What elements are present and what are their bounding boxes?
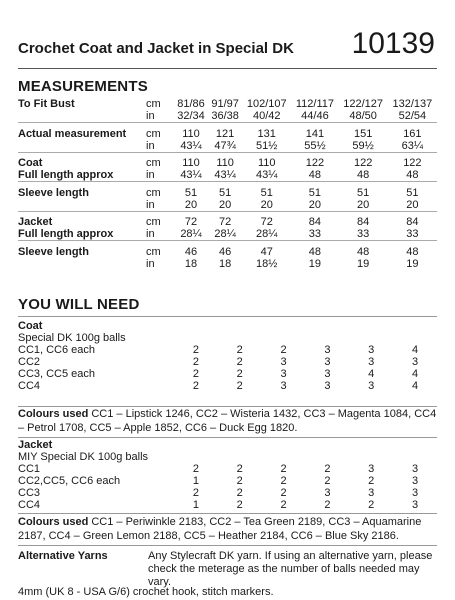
jacket-yarn-balls: 3 [412, 499, 419, 511]
coat-yarn-balls: 3 [368, 356, 375, 368]
measurement-row [18, 187, 437, 199]
measurement-cm-value: 51 [308, 186, 322, 199]
jacket-yarn-balls: 2 [192, 463, 199, 475]
unit-in: in [146, 140, 174, 153]
coat-yarn-balls: 3 [280, 368, 287, 380]
measurement-row [18, 157, 437, 169]
coat-yarn-balls: 3 [412, 356, 419, 368]
measurement-cm-value: 122/127 [343, 98, 384, 110]
jacket-yarn-row [18, 487, 437, 499]
coat-yarn-balls: 2 [236, 356, 243, 368]
jacket-yarn-table [18, 439, 437, 511]
jacket-yarn-balls: 2 [368, 499, 375, 511]
measurement-label-2 [18, 140, 146, 153]
unit-cm: cm [146, 157, 161, 169]
measurement-in-value: 59½ [339, 140, 388, 153]
coat-yarn-row [18, 368, 437, 380]
measurement-cm-value: 110 [257, 157, 276, 169]
jacket-colours-divider [18, 545, 437, 546]
coat-yarn-balls: 3 [368, 380, 375, 392]
jacket-subtitle: MIY Special DK 100g balls [18, 451, 149, 463]
alternative-yarns-text: Any Stylecraft DK yarn. If using an alternative yarn, please check the meterage as the number of balls needed may vary. [148, 550, 433, 588]
coat-colours-divider [18, 437, 437, 438]
title-divider [18, 68, 437, 69]
jacket-yarn-balls: 2 [236, 475, 243, 487]
measurement-in-value: 36/38 [208, 110, 242, 123]
measurement-label-2 [18, 258, 146, 270]
alternative-yarns-label: Alternative Yarns [18, 550, 108, 562]
coat-yarn-balls: 4 [368, 368, 375, 380]
jacket-yarn-balls: 3 [368, 487, 375, 499]
jacket-yarn-label: CC1 [18, 463, 41, 475]
measurement-cm-value: 151 [353, 127, 373, 140]
measurement-in-value: 20 [208, 199, 242, 212]
jacket-yarn-balls: 2 [324, 463, 331, 475]
measurement-in-value: 20 [242, 199, 291, 212]
jacket-yarn-balls: 2 [280, 463, 287, 475]
pattern-number: 10139 [351, 27, 435, 60]
jacket-yarn-label: CC4 [18, 499, 41, 511]
coat-yarn-balls: 2 [280, 344, 287, 356]
measurement-cm-value: 47 [260, 245, 273, 258]
measurement-label-2 [18, 110, 146, 123]
jacket-colours-used [18, 515, 437, 543]
measurement-cm-value: 112/117 [295, 98, 334, 110]
jacket-yarn-row [18, 463, 437, 475]
measurement-cm-value: 51 [357, 186, 370, 199]
coat-yarn-balls: 4 [412, 368, 419, 380]
coat-yarn-balls: 2 [236, 368, 243, 380]
measurement-cm-value: 48 [357, 245, 370, 258]
measurement-in-value: 43¼ [208, 169, 242, 182]
measurement-cm-value: 48 [308, 245, 322, 258]
measurement-cm-value: 81/86 [177, 98, 205, 110]
jacket-yarn-balls: 1 [192, 499, 199, 511]
measurement-cm-value: 122 [353, 157, 373, 169]
measurement-label: Sleeve length [18, 186, 89, 199]
unit-in: in [146, 228, 174, 241]
ywn-divider [18, 316, 437, 317]
measurement-cm-value: 84 [406, 216, 419, 228]
coat-yarn-row [18, 344, 437, 356]
measurement-row-in [18, 169, 437, 182]
coat-colours-label: Colours used [18, 408, 89, 420]
jacket-yarn-balls: 1 [192, 475, 199, 487]
measurement-row-in [18, 258, 437, 270]
unit-cm: cm [146, 127, 161, 140]
measurements-table [18, 98, 437, 270]
coat-yarn-row [18, 380, 437, 392]
measurement-in-value: 19 [308, 257, 322, 270]
measurement-in-value: 52/54 [388, 110, 437, 123]
jacket-yarn-balls: 2 [368, 475, 375, 487]
unit-cm: cm [146, 98, 161, 110]
measurement-cm-value: 51 [260, 186, 273, 199]
measurements-heading: MEASUREMENTS [18, 78, 148, 95]
coat-yarn-balls: 3 [324, 380, 331, 392]
measurement-row-in [18, 110, 437, 123]
coat-yarn-label: CC4 [18, 380, 41, 392]
coat-subtitle: Special DK 100g balls [18, 332, 126, 344]
measurement-in-value: 43¼ [174, 169, 208, 182]
coat-yarn-balls: 2 [192, 356, 199, 368]
measurement-in-value: 63¼ [388, 140, 437, 153]
unit-in: in [146, 169, 174, 182]
jacket-yarn-row [18, 499, 437, 511]
measurement-cm-value: 102/107 [246, 98, 287, 110]
measurement-row-in [18, 228, 437, 241]
unit-in: in [146, 257, 155, 270]
measurement-row [18, 98, 437, 110]
coat-yarn-row [18, 356, 437, 368]
measurement-in-value: 28¼ [208, 228, 242, 241]
measurement-cm-value: 84 [308, 216, 322, 228]
measurement-cm-value: 72 [260, 216, 273, 228]
measurement-in-value: 32/34 [174, 110, 208, 123]
unit-cm: cm [146, 245, 161, 258]
measurement-cm-value: 131 [257, 127, 276, 140]
jacket-yarn-balls: 3 [368, 463, 375, 475]
jacket-colours-label: Colours used [18, 516, 89, 528]
coat-yarn-balls: 3 [324, 344, 331, 356]
measurement-cm-value: 51 [406, 186, 419, 199]
measurement-in-value: 19 [406, 257, 419, 270]
jacket-yarn-balls: 2 [324, 499, 331, 511]
you-will-need-heading: YOU WILL NEED [18, 296, 140, 313]
coat-yarn-balls: 3 [368, 344, 375, 356]
measurement-cm-value: 46 [218, 245, 232, 258]
coat-colours-text: CC1 – Lipstick 1246, CC2 – Wisteria 1432, CC3 – Magenta 1084, CC4 – Petrol 1708, CC5 – Apple 1852, CC6 – Duck Egg 1820. [18, 408, 437, 434]
jacket-yarn-balls: 3 [412, 487, 419, 499]
measurement-cm-value: 51 [218, 186, 232, 199]
measurement-cm-value: 110 [216, 157, 234, 169]
measurement-in-value: 48 [388, 169, 437, 182]
coat-yarn-balls: 2 [236, 380, 243, 392]
measurement-in-value: 28¼ [174, 228, 208, 241]
jacket-yarn-balls: 2 [280, 487, 287, 499]
unit-cm: cm [146, 216, 161, 228]
jacket-title: Jacket [18, 439, 53, 451]
measurement-row-in [18, 199, 437, 212]
coat-yarn-label: CC2 [18, 356, 41, 368]
measurement-in-value: 47¾ [208, 140, 242, 153]
measurement-cm-value: 48 [406, 245, 419, 258]
measurement-label: Actual measurement [18, 127, 127, 140]
measurement-in-value: 33 [388, 228, 437, 241]
jacket-yarn-balls: 3 [412, 475, 419, 487]
unit-in: in [146, 199, 174, 212]
measurement-cm-value: 122 [305, 157, 325, 169]
measurement-cm-value: 141 [305, 127, 325, 140]
measurement-in-value: 18½ [256, 257, 278, 270]
measurement-in-value: 19 [357, 257, 370, 270]
measurement-label: Jacket [18, 216, 53, 228]
jacket-divider [18, 513, 437, 514]
jacket-yarn-label: CC2,CC5, CC6 each [18, 475, 121, 487]
coat-yarn-label: CC3, CC5 each [18, 368, 96, 380]
measurement-in-value: 20 [291, 199, 338, 212]
measurement-cm-value: 91/97 [211, 98, 239, 110]
jacket-yarn-balls: 2 [280, 499, 287, 511]
coat-yarn-balls: 3 [324, 356, 331, 368]
coat-colours-used [18, 407, 437, 435]
jacket-yarn-balls: 2 [236, 499, 243, 511]
jacket-yarn-balls: 3 [324, 487, 331, 499]
jacket-yarn-row [18, 475, 437, 487]
measurement-cm-value: 161 [403, 127, 422, 140]
jacket-yarn-label: CC3 [18, 487, 41, 499]
measurement-in-value: 40/42 [242, 110, 291, 123]
measurement-row [18, 216, 437, 228]
measurement-in-value: 20 [388, 199, 437, 212]
measurement-in-value: 20 [339, 199, 388, 212]
coat-yarn-balls: 4 [412, 380, 419, 392]
measurement-label-2 [18, 199, 146, 212]
coat-yarn-balls: 3 [280, 380, 287, 392]
measurement-in-value: 33 [291, 228, 338, 241]
measurement-in-value: 43¼ [242, 169, 291, 182]
measurement-label: To Fit Bust [18, 98, 75, 110]
unit-in: in [146, 110, 174, 123]
coat-yarn-balls: 2 [192, 368, 199, 380]
jacket-colours-text: CC1 – Periwinkle 2183, CC2 – Tea Green 2189, CC3 – Aquamarine 2187, CC4 – Green Lemon 2188, CC5 – Heather 2184, CC6 – Blue Sky 2186. [18, 516, 422, 542]
measurement-label-2: Full length approx [18, 228, 146, 241]
measurement-in-value: 18 [184, 257, 198, 270]
jacket-yarn-balls: 2 [236, 487, 243, 499]
measurement-in-value: 48 [339, 169, 388, 182]
measurement-cm-value: 122 [403, 157, 422, 169]
measurement-in-value: 20 [174, 199, 208, 212]
measurement-in-value: 28¼ [242, 228, 291, 241]
coat-yarn-balls: 3 [280, 356, 287, 368]
measurement-cm-value: 110 [182, 127, 200, 140]
measurement-cm-value: 72 [184, 216, 198, 228]
coat-yarn-table [18, 320, 437, 392]
coat-yarn-balls: 2 [192, 380, 199, 392]
jacket-yarn-balls: 2 [236, 463, 243, 475]
coat-yarn-balls: 2 [192, 344, 199, 356]
measurement-in-value: 48 [291, 169, 338, 182]
measurement-in-value: 33 [339, 228, 388, 241]
measurement-in-value: 44/46 [291, 110, 338, 123]
measurement-row [18, 246, 437, 258]
hook-and-notions: 4mm (UK 8 - USA G/6) crochet hook, stitch markers. [18, 586, 274, 598]
measurement-cm-value: 132/137 [392, 98, 433, 110]
measurement-label: Coat [18, 157, 43, 169]
measurement-label-2: Full length approx [18, 169, 146, 182]
jacket-yarn-balls: 2 [324, 475, 331, 487]
coat-yarn-label: CC1, CC6 each [18, 344, 96, 356]
measurement-in-value: 43¼ [174, 140, 208, 153]
jacket-yarn-balls: 3 [412, 463, 419, 475]
measurement-cm-value: 84 [357, 216, 370, 228]
measurement-cm-value: 46 [184, 245, 198, 258]
measurement-row [18, 128, 437, 140]
jacket-yarn-balls: 2 [192, 487, 199, 499]
jacket-yarn-balls: 2 [280, 475, 287, 487]
measurement-row-in [18, 140, 437, 153]
measurement-cm-value: 51 [184, 186, 198, 199]
measurement-in-value: 48/50 [339, 110, 388, 123]
measurement-in-value: 51½ [242, 140, 291, 153]
coat-yarn-balls: 3 [324, 368, 331, 380]
coat-yarn-balls: 2 [236, 344, 243, 356]
unit-cm: cm [146, 186, 161, 199]
page-title: Crochet Coat and Jacket in Special DK [18, 40, 294, 57]
coat-yarn-balls: 4 [412, 344, 419, 356]
measurement-cm-value: 121 [215, 127, 235, 140]
measurement-in-value: 55½ [291, 140, 338, 153]
measurement-cm-value: 72 [218, 216, 232, 228]
coat-title: Coat [18, 320, 43, 332]
measurement-in-value: 18 [218, 257, 232, 270]
measurement-label: Sleeve length [18, 245, 89, 258]
measurement-cm-value: 110 [182, 157, 200, 169]
